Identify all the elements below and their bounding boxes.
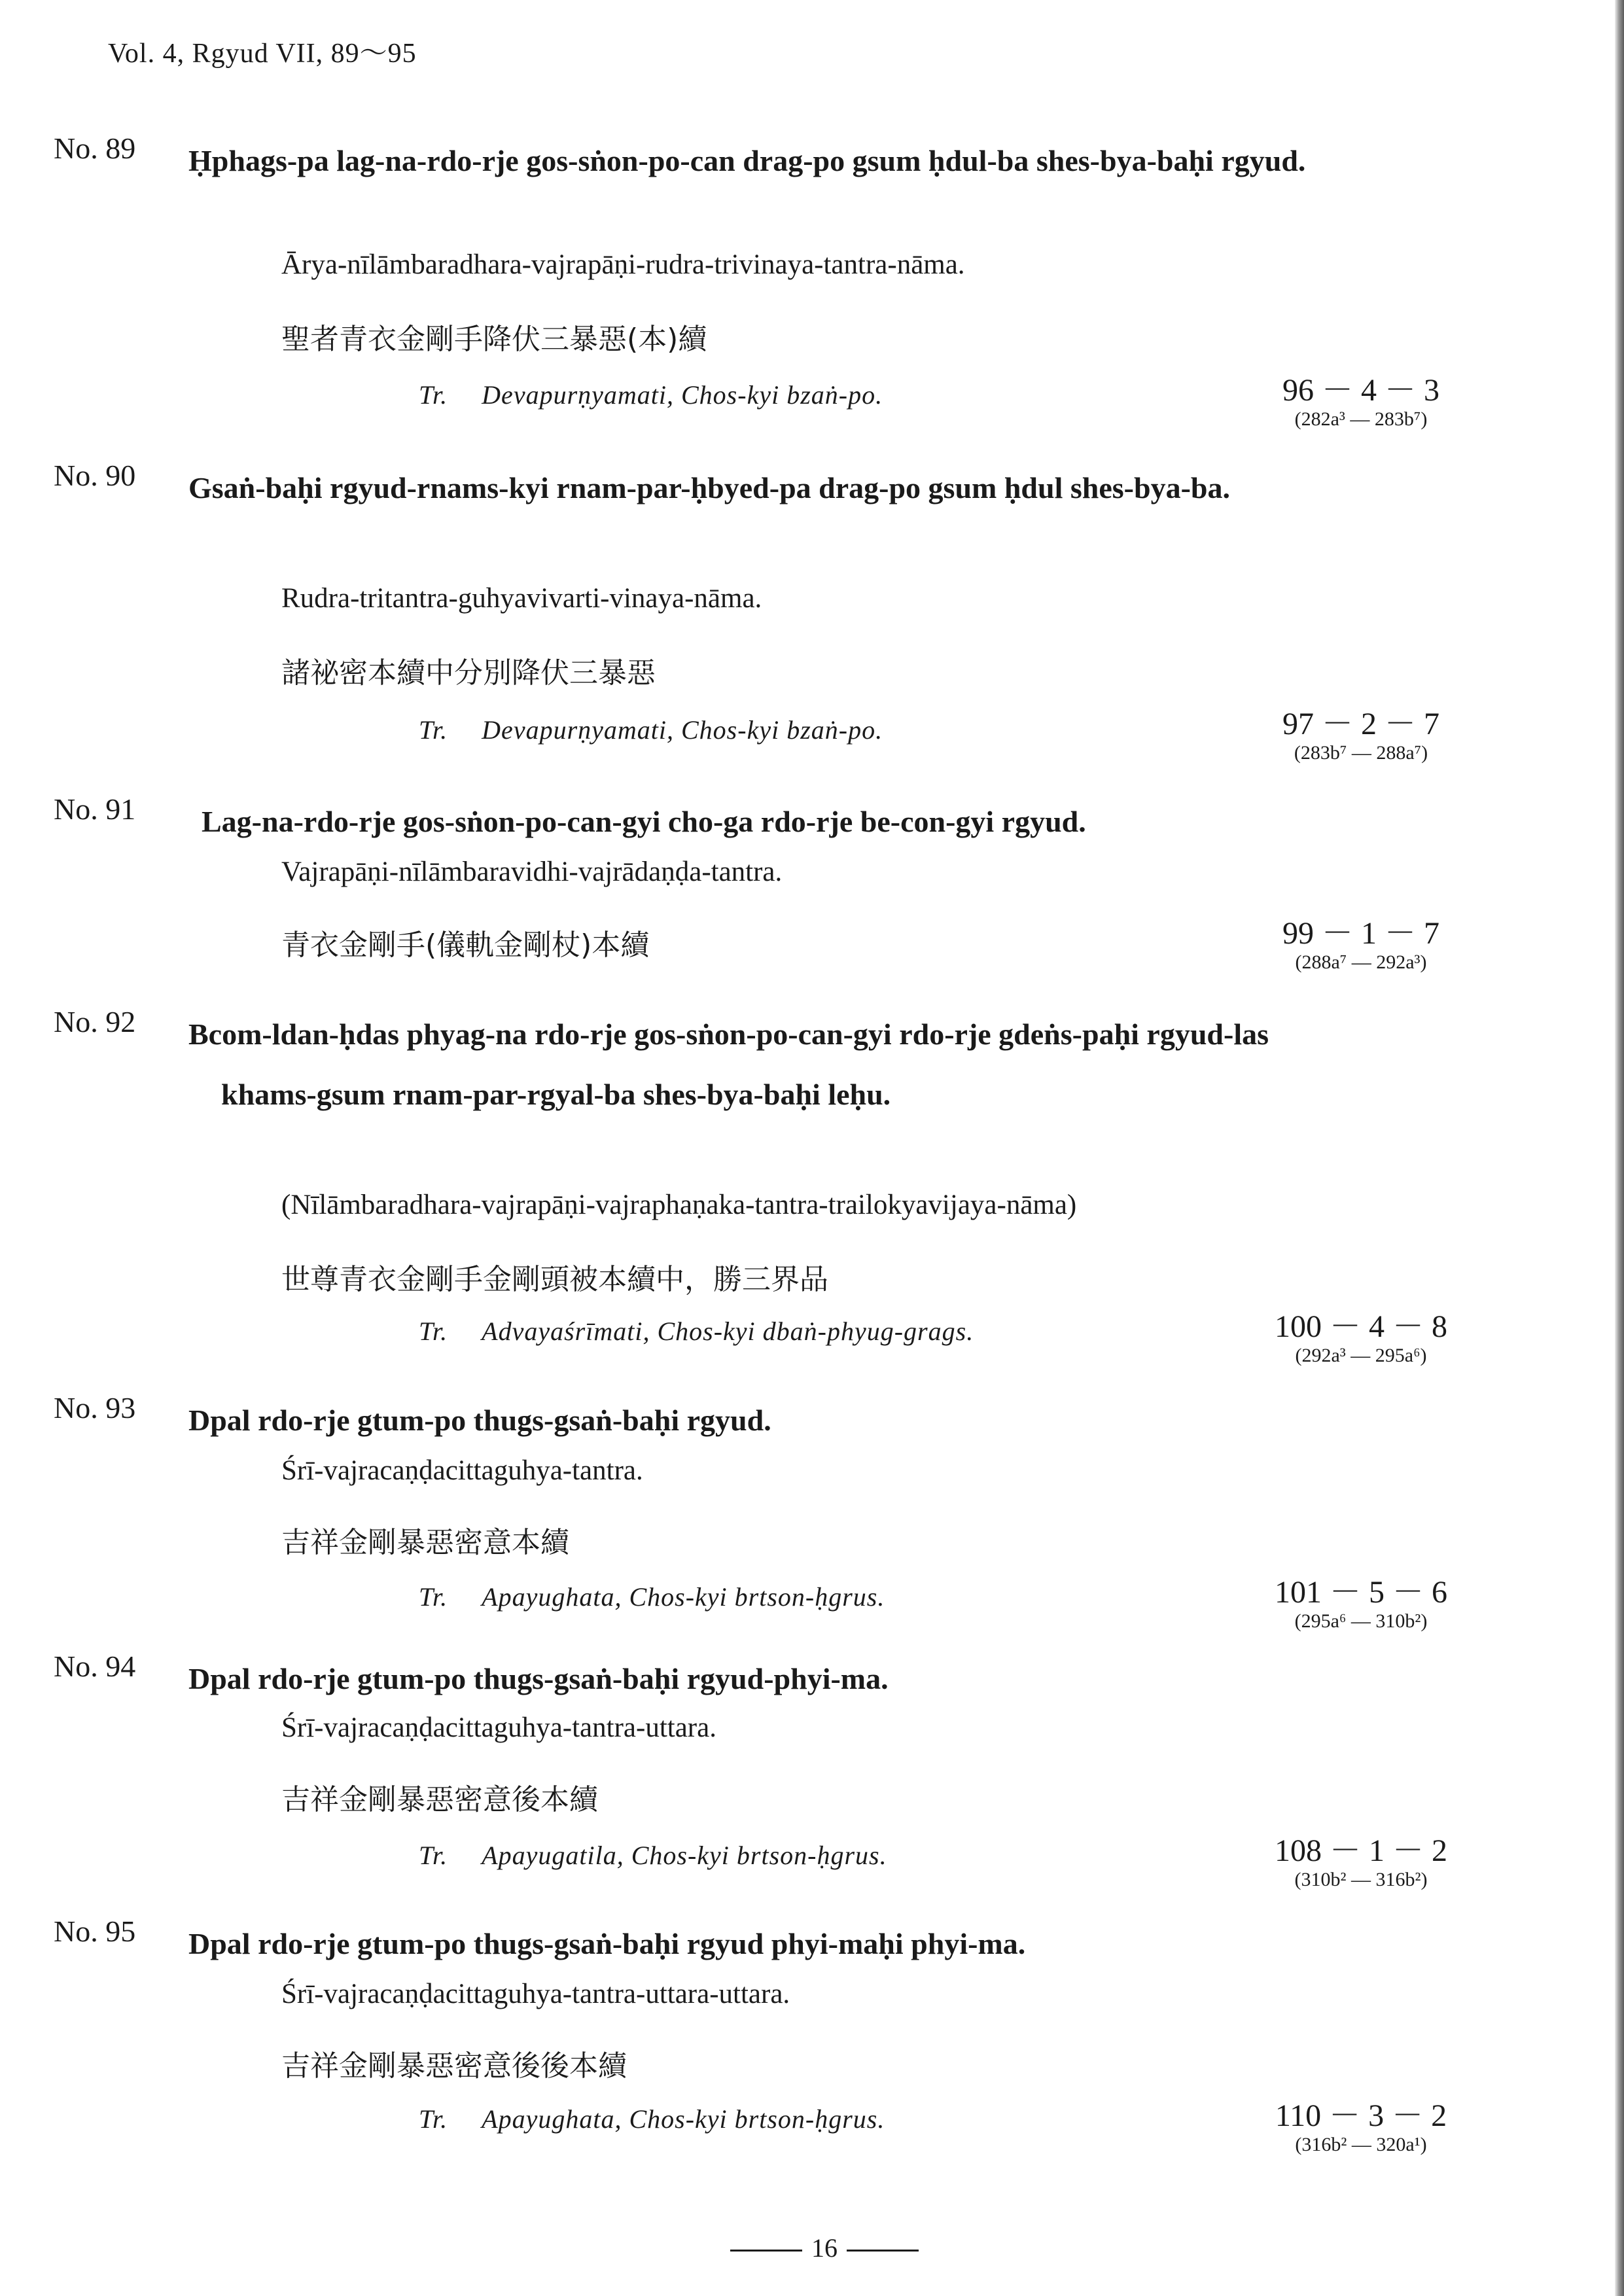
running-header: Vol. 4, Rgyud VII, 89～95 (108, 39, 417, 69)
tibetan-title: Dpal rdo-rje gtum-po thugs-gsaṅ-baḥi rgyud-phyi-ma. (188, 1662, 889, 1695)
folio-range: (295a⁶ — 310b²) (1294, 1610, 1428, 1632)
page-number: 16 (811, 2233, 838, 2263)
chinese-title: 青衣金剛手(儀軌金剛杖)本續 (281, 928, 650, 962)
entry-number: No. 92 (54, 1005, 136, 1038)
tibetan-title: Bcom-ldan-ḥdas phyag-na rdo-rje gos-sṅon-po-can-gyi rdo-rje gdeṅs-paḥi rgyud-las khams-gsum rnam-par-rgyal-ba shes-bya-baḥi leḥu. (188, 1017, 1269, 1111)
sanskrit-title: (Nīlāmbaradhara-vajrapāṇi-vajraphaṇaka-tantra-trailokyavijaya-nāma) (281, 1190, 1077, 1220)
translator-label: Tr. (419, 1841, 448, 1870)
entry-number: No. 90 (54, 459, 136, 492)
dash-right (847, 2250, 919, 2252)
translator-names: Advayaśrīmati, Chos-kyi dbaṅ-phyug-grags. (482, 1316, 974, 1346)
volume-reference: 110 － 3 － 2 (1275, 2098, 1447, 2133)
reference (1256, 2098, 1466, 2156)
tibetan-title: Dpal rdo-rje gtum-po thugs-gsaṅ-baḥi rgyud. (188, 1404, 771, 1437)
chinese-title: 諸祕密本續中分別降伏三暴惡 (281, 656, 656, 690)
tibetan-title: Dpal rdo-rje gtum-po thugs-gsaṅ-baḥi rgyud phyi-maḥi phyi-ma. (188, 1927, 1026, 1960)
entry-number: No. 94 (54, 1650, 136, 1683)
sanskrit-title: Rudra-tritantra-guhyavivarti-vinaya-nāma. (281, 583, 762, 614)
dash-left (730, 2250, 802, 2252)
sanskrit-title: Śrī-vajracaṇḍacittaguhya-tantra-uttara-uttara. (281, 1979, 790, 2009)
page-footer (707, 2233, 942, 2263)
translator-names: Apayughata, Chos-kyi brtson-ḥgrus. (482, 1582, 885, 1612)
page-edge-shadow (1615, 0, 1624, 2296)
volume-reference: 96 － 4 － 3 (1282, 373, 1439, 408)
chinese-title: 世尊青衣金剛手金剛頭被本續中，勝三界品 (281, 1263, 828, 1296)
sanskrit-title: Śrī-vajracaṇḍacittaguhya-tantra-uttara. (281, 1712, 716, 1743)
sanskrit-title: Vajrapāṇi-nīlāmbaravidhi-vajrādaṇḍa-tantra. (281, 857, 783, 887)
translator-label: Tr. (419, 380, 448, 410)
translator-line (419, 1840, 887, 1871)
translator-line (419, 2104, 885, 2134)
volume-reference: 99 － 1 － 7 (1282, 916, 1439, 951)
sanskrit-title: Śrī-vajracaṇḍacittaguhya-tantra. (281, 1455, 643, 1486)
entry-number: No. 95 (54, 1915, 136, 1948)
volume-reference: 101 － 5 － 6 (1274, 1575, 1447, 1610)
folio-range: (283b⁷ — 288a⁷) (1294, 742, 1428, 764)
reference (1256, 707, 1466, 764)
translator-label: Tr. (419, 715, 448, 745)
translator-label: Tr. (419, 1316, 448, 1346)
translator-line (419, 380, 883, 410)
tibetan-title: Ḥphags-pa lag-na-rdo-rje gos-sṅon-po-can drag-po gsum ḥdul-ba shes-bya-baḥi rgyud. (188, 144, 1306, 177)
chinese-title: 吉祥金剛暴惡密意本續 (281, 1526, 569, 1559)
chinese-title: 吉祥金剛暴惡密意後本續 (281, 1783, 598, 1816)
entry-number: No. 91 (54, 792, 136, 826)
volume-reference: 108 － 1 － 2 (1274, 1833, 1447, 1868)
translator-names: Apayughata, Chos-kyi brtson-ḥgrus. (482, 2104, 885, 2134)
translator-line (419, 715, 883, 745)
folio-range: (292a³ — 295a⁶) (1295, 1345, 1427, 1366)
chinese-title: 聖者青衣金剛手降伏三暴惡(本)續 (281, 323, 707, 356)
folio-range: (316b² — 320a¹) (1295, 2134, 1427, 2155)
reference (1256, 1309, 1466, 1367)
folio-range: (282a³ — 283b⁷) (1294, 408, 1428, 430)
reference (1256, 1833, 1466, 1891)
translator-names: Devapurṇyamati, Chos-kyi bzaṅ-po. (482, 715, 883, 745)
entry-number: No. 89 (54, 132, 136, 165)
sanskrit-title: Ārya-nīlāmbaradhara-vajrapāṇi-rudra-trivinaya-tantra-nāma. (281, 249, 965, 280)
reference (1256, 373, 1466, 431)
translator-names: Apayugatila, Chos-kyi brtson-ḥgrus. (482, 1841, 887, 1870)
translator-label: Tr. (419, 2104, 448, 2134)
tibetan-title: Lag-na-rdo-rje gos-sṅon-po-can-gyi cho-ga rdo-rje be-con-gyi rgyud. (202, 805, 1086, 838)
translator-line (419, 1316, 974, 1347)
translator-names: Devapurṇyamati, Chos-kyi bzaṅ-po. (482, 380, 883, 410)
chinese-title: 吉祥金剛暴惡密意後後本續 (281, 2049, 627, 2083)
reference (1256, 1575, 1466, 1633)
entry-number: No. 93 (54, 1391, 136, 1424)
tibetan-title: Gsaṅ-baḥi rgyud-rnams-kyi rnam-par-ḥbyed-pa drag-po gsum ḥdul shes-bya-ba. (188, 471, 1230, 504)
volume-reference: 100 － 4 － 8 (1274, 1309, 1447, 1344)
volume-reference: 97 － 2 － 7 (1282, 707, 1439, 741)
folio-range: (310b² — 316b²) (1294, 1869, 1428, 1890)
reference (1256, 916, 1466, 974)
folio-range: (288a⁷ — 292a³) (1295, 951, 1427, 973)
translator-label: Tr. (419, 1582, 448, 1612)
translator-line (419, 1581, 885, 1612)
